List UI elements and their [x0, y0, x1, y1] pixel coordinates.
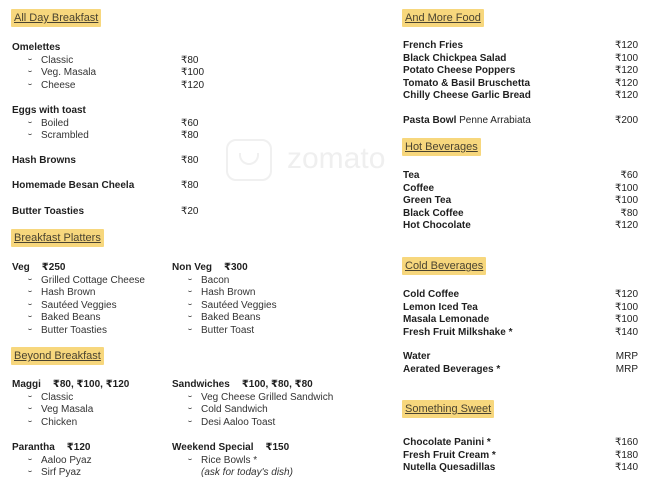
eggs-with-toast-group [12, 105, 222, 143]
bullet-mark [188, 327, 192, 330]
bullet-mark [28, 132, 32, 135]
bullet-mark [188, 314, 192, 317]
platter-price: ₹250 [41, 262, 66, 273]
item-name: Hash Brown [41, 287, 96, 299]
menu-item [12, 180, 222, 193]
menu-item [403, 170, 638, 183]
item-price: ₹60 [620, 170, 638, 181]
group-price: ₹150 [265, 442, 290, 453]
bullet-mark [28, 469, 32, 472]
item-name: Chocolate Panini * [403, 437, 491, 448]
platter-item [172, 287, 372, 300]
item-name: Cold Coffee [403, 289, 460, 300]
bullet-mark [28, 277, 32, 280]
bullet-mark [28, 69, 32, 72]
item-name: Sautéed Veggies [201, 299, 277, 311]
group-price: ₹100, ₹80, ₹80 [241, 379, 313, 390]
zomato-logo-icon [226, 139, 272, 181]
platter-name: Non Veg [172, 262, 213, 273]
bullet-mark [28, 406, 32, 409]
bullet-mark [28, 57, 32, 60]
item-price: ₹120 [614, 40, 638, 51]
platter-item [172, 325, 372, 338]
item-name: Fresh Fruit Cream * [403, 449, 496, 461]
item-name: Sirf Pyaz [41, 467, 82, 479]
item-name: Hash Brown [201, 287, 256, 299]
menu-item [12, 118, 222, 131]
item-price: ₹80 [181, 180, 199, 191]
item-name: Desi Aaloo Toast [201, 416, 276, 428]
platter-price: ₹300 [224, 262, 248, 273]
menu-item [172, 417, 372, 430]
item-variant: Penne Arrabiata [459, 115, 531, 126]
item-name: Black Coffee [403, 207, 464, 219]
menu-item [403, 220, 638, 233]
section-heading-hot-beverages: Hot Beverages [402, 138, 481, 156]
item-price: ₹100 [614, 52, 638, 64]
bullet-mark [188, 457, 192, 460]
item-name: Rice Bowls * [201, 454, 258, 466]
platter-item [12, 312, 167, 325]
item-name: Cheese [41, 79, 76, 91]
item-price: ₹120 [614, 220, 638, 232]
menu-item [403, 450, 638, 463]
bullet-mark [28, 120, 32, 123]
bullet-mark [28, 289, 32, 292]
menu-item [403, 195, 638, 208]
item-price: ₹120 [181, 79, 205, 91]
logo-arc [239, 153, 259, 165]
item-name: Black Chickpea Salad [403, 52, 507, 64]
item-name: Aaloo Pyaz [41, 454, 92, 466]
menu-item [403, 462, 638, 475]
group-title: Omelettes [12, 42, 61, 53]
item-name: Hash Browns [12, 155, 76, 166]
group-name: Sandwiches [172, 379, 230, 390]
item-name: Water [403, 351, 431, 362]
bullet-mark [28, 82, 32, 85]
omelettes-group [12, 42, 222, 92]
item-name: Hot Chocolate [403, 220, 471, 232]
sandwiches-group [172, 379, 372, 429]
item-price: ₹100 [614, 301, 638, 313]
bullet-mark [188, 394, 192, 397]
item-price: ₹120 [614, 90, 638, 102]
item-name: Cold Sandwich [201, 404, 268, 416]
section-heading-all-day-breakfast: All Day Breakfast [11, 9, 101, 27]
item-price: ₹80 [620, 207, 638, 219]
item-name: Aerated Beverages * [403, 363, 501, 375]
menu-item [403, 314, 638, 327]
section-heading-beyond-breakfast: Beyond Breakfast [11, 347, 104, 365]
menu-item [403, 327, 638, 340]
menu-item [12, 80, 222, 93]
menu-item [172, 392, 372, 405]
menu-item [12, 130, 222, 143]
menu-item [403, 289, 638, 302]
watermark-text: zomato [287, 142, 386, 175]
menu-item [403, 65, 638, 78]
item-price: ₹140 [614, 326, 638, 338]
group-title [12, 379, 167, 392]
pasta-bowl-item [403, 115, 638, 128]
menu-item [403, 90, 638, 103]
menu-item [12, 467, 167, 480]
item-name: Grilled Cottage Cheese [41, 274, 145, 286]
weekend-special-group [172, 442, 372, 480]
item-price: ₹120 [614, 77, 638, 89]
menu-item [12, 67, 222, 80]
menu-item [12, 392, 167, 405]
maggi-group [12, 379, 167, 429]
platter-item [172, 300, 372, 313]
group-name: Maggi [12, 379, 41, 390]
group-title: Eggs with toast [12, 105, 86, 116]
platter-item [172, 275, 372, 288]
group-title [172, 442, 372, 455]
item-price: ₹200 [614, 115, 638, 126]
platter-item [12, 287, 167, 300]
note-text: (ask for today's dish) [201, 467, 293, 479]
bullet-mark [28, 327, 32, 330]
menu-item [403, 208, 638, 221]
item-price: ₹100 [614, 182, 638, 194]
item-name: Baked Beans [41, 312, 101, 324]
platter-item [12, 325, 167, 338]
menu-item [403, 364, 638, 377]
item-name: Butter Toasties [12, 206, 85, 217]
bullet-mark [188, 419, 192, 422]
item-name: Bacon [201, 274, 230, 286]
group-title [172, 379, 372, 392]
bullet-mark [28, 302, 32, 305]
item-name: Lemon Iced Tea [403, 301, 478, 313]
bullet-mark [188, 277, 192, 280]
item-name: Pasta Bowl [403, 115, 457, 126]
bullet-mark [188, 289, 192, 292]
group-price: ₹120 [66, 442, 91, 453]
bullet-mark [188, 302, 192, 305]
item-name: Tomato & Basil Bruschetta [403, 77, 531, 89]
non-veg-platter [172, 262, 372, 338]
bullet-mark [28, 457, 32, 460]
menu-item [403, 40, 638, 53]
item-name: Potato Cheese Poppers [403, 65, 516, 77]
bullet-mark [28, 419, 32, 422]
item-name: Coffee [403, 182, 435, 194]
menu-item [12, 155, 222, 168]
item-name: Classic [41, 391, 74, 403]
menu-item-hash-browns [12, 155, 222, 168]
group-price: ₹80, ₹100, ₹120 [52, 379, 130, 390]
item-name: Baked Beans [201, 312, 261, 324]
item-name: Scrambled [41, 130, 89, 142]
menu-item [403, 437, 638, 450]
section-heading-something-sweet: Something Sweet [402, 400, 494, 418]
and-more-food-list [403, 40, 638, 103]
item-name: French Fries [403, 40, 464, 51]
item-name: Chicken [41, 416, 78, 428]
menu-item [12, 55, 222, 68]
item-name: Fresh Fruit Milkshake * [403, 326, 513, 338]
item-price: ₹180 [614, 449, 638, 461]
section-heading-and-more-food: And More Food [402, 9, 484, 27]
menu-item [403, 183, 638, 196]
menu-item [403, 53, 638, 66]
item-name: Tea [403, 170, 420, 181]
menu-item [403, 115, 638, 128]
item-price: MRP [615, 363, 638, 375]
item-name: Nutella Quesadillas [403, 462, 496, 474]
item-price: ₹20 [181, 206, 199, 217]
menu-item [403, 351, 638, 364]
item-price: ₹100 [614, 314, 638, 326]
item-price: ₹120 [614, 65, 638, 77]
cold-beverages-list [403, 289, 638, 339]
section-heading-cold-beverages: Cold Beverages [402, 257, 486, 275]
item-name: Butter Toasties [41, 324, 107, 336]
menu-item [12, 417, 167, 430]
menu-item-besan-cheela [12, 180, 222, 193]
item-price: ₹80 [181, 130, 199, 142]
item-price: MRP [615, 351, 638, 362]
menu-item [403, 302, 638, 315]
group-name: Weekend Special [172, 442, 254, 453]
item-name: Masala Lemonade [403, 314, 490, 326]
item-name: Sautéed Veggies [41, 299, 117, 311]
menu-item [12, 404, 167, 417]
menu-item [12, 455, 167, 468]
item-price: ₹160 [614, 437, 638, 448]
platter-title [172, 262, 372, 275]
section-heading-breakfast-platters: Breakfast Platters [11, 229, 104, 247]
item-name: Boiled [41, 117, 69, 129]
item-name: Butter Toast [201, 324, 255, 336]
platter-item [172, 312, 372, 325]
item-name: Veg Cheese Grilled Sandwich [201, 391, 334, 403]
item-name: Homemade Besan Cheela [12, 180, 135, 191]
veg-platter [12, 262, 167, 338]
menu-item [403, 78, 638, 91]
item-price: ₹80 [181, 54, 199, 66]
bullet-mark [28, 394, 32, 397]
item-price: ₹100 [181, 67, 205, 79]
item-name: Classic [41, 54, 74, 66]
bullet-mark [188, 406, 192, 409]
bullet-mark [28, 314, 32, 317]
item-name: Chilly Cheese Garlic Bread [403, 90, 531, 102]
group-title [12, 442, 167, 455]
item-name: Green Tea [403, 195, 452, 207]
menu-item [172, 404, 372, 417]
platter-item [12, 300, 167, 313]
something-sweet-list [403, 437, 638, 475]
item-price: ₹120 [614, 289, 638, 300]
packaged-beverages-list [403, 351, 638, 376]
platter-item [12, 275, 167, 288]
item-name: Veg Masala [41, 404, 94, 416]
platter-title [12, 262, 167, 275]
hot-beverages-list [403, 170, 638, 233]
menu-item [172, 455, 372, 468]
menu-note [172, 467, 372, 480]
item-price: ₹60 [181, 117, 199, 129]
platter-name: Veg [12, 262, 30, 273]
item-price: ₹80 [181, 155, 199, 166]
parantha-group [12, 442, 167, 480]
item-price: ₹140 [614, 462, 638, 474]
item-price: ₹100 [614, 195, 638, 207]
item-name: Veg. Masala [41, 67, 97, 79]
group-name: Parantha [12, 442, 55, 453]
menu-item [12, 206, 222, 219]
menu-item-butter-toasties [12, 206, 222, 219]
